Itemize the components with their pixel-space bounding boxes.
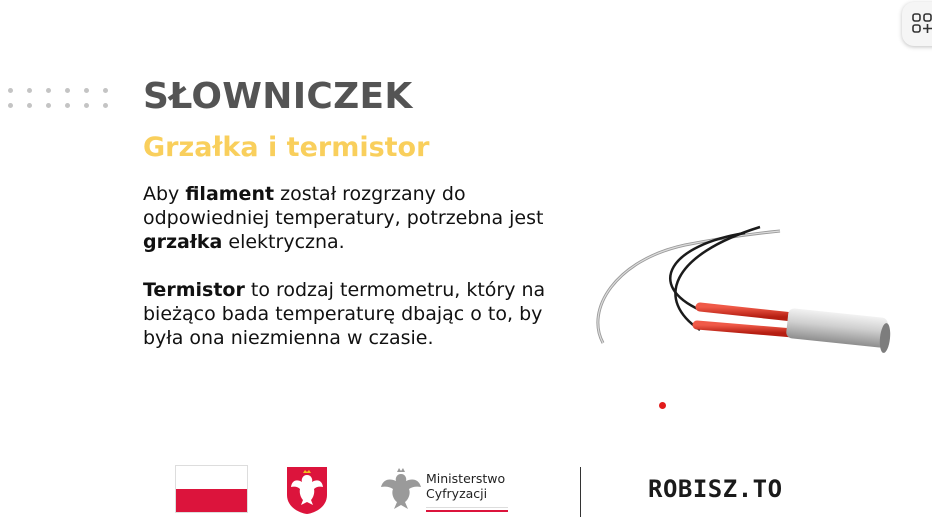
ministry-flag-bar: [426, 507, 508, 512]
ministry-line2: Cyfryzacji: [426, 486, 488, 501]
term-thermistor: Termistor: [143, 279, 245, 301]
paragraph-text: elektryczna.: [222, 231, 345, 253]
polish-flag: [176, 466, 247, 512]
ministry-name: [426, 471, 505, 501]
cartridge-heater-image: [575, 215, 910, 375]
paragraph-text: Aby: [143, 183, 186, 205]
slide-title: SŁOWNICZEK: [143, 76, 413, 117]
apps-add-button[interactable]: [902, 2, 932, 46]
decorative-dots: [8, 88, 111, 108]
paragraph-text: to rodzaj termometru, który na bieżąco bada temperaturę dbając o to, by była ona niezmienna w czasie.: [143, 279, 546, 349]
recording-indicator: [659, 402, 666, 409]
apps-add-icon: [912, 13, 932, 35]
ministry-logo: [379, 466, 514, 516]
paragraph-text: został rozgrzany do odpowiedniej temperatury, potrzebna jest: [143, 183, 544, 229]
term-filament: filament: [185, 183, 275, 205]
footer-divider: [580, 467, 581, 517]
robisz-logo: ROBISZ.TO: [648, 475, 783, 503]
paragraph-thermistor: [143, 278, 583, 350]
eagle-icon: [379, 466, 423, 514]
ministry-line1: Ministerstwo: [426, 471, 506, 486]
polish-eagle-emblem-icon: [285, 465, 329, 515]
paragraph-heater: [143, 182, 583, 254]
slide-subtitle: Grzałka i termistor: [143, 132, 430, 163]
term-heater: grzałka: [143, 231, 223, 253]
